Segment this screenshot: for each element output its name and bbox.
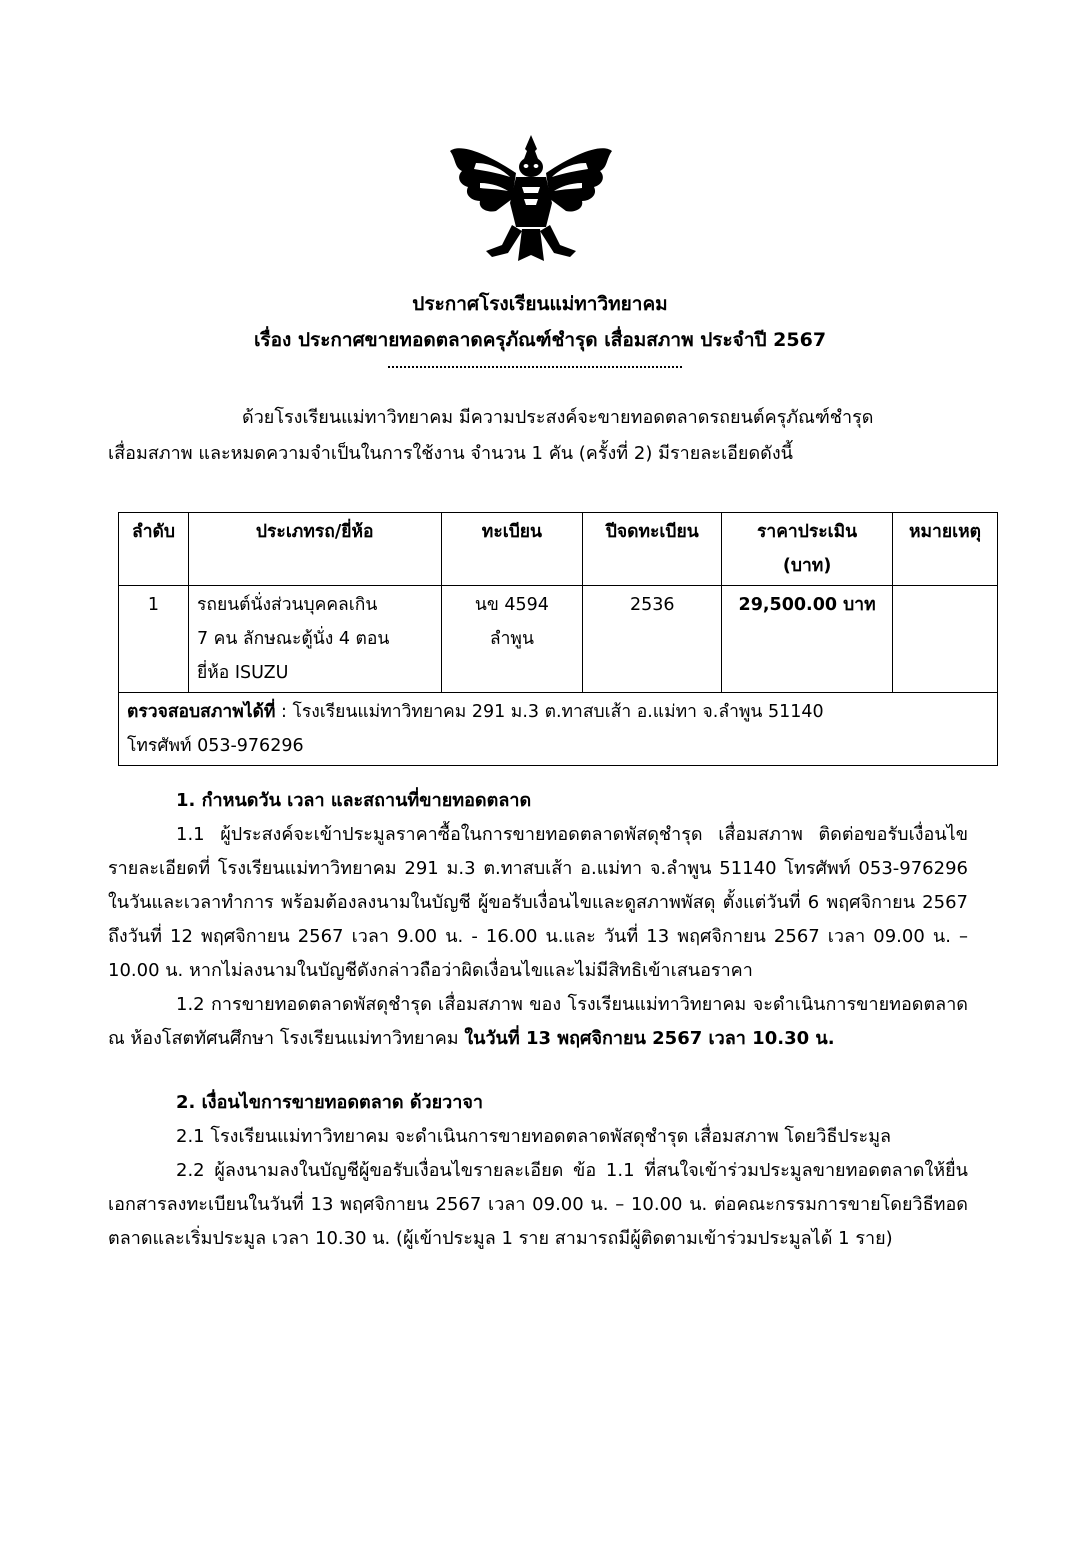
header-price bbox=[722, 513, 893, 586]
cell-year: 2536 bbox=[583, 586, 722, 693]
section-1-2-paragraph bbox=[108, 988, 968, 1056]
inspection-label: ตรวจสอบสภาพได้ที่ bbox=[127, 702, 276, 722]
table-row bbox=[119, 586, 998, 693]
table-header-row bbox=[119, 513, 998, 586]
table-footer-row bbox=[119, 693, 998, 766]
cell-type-line-2: 7 คน ลักษณะตู้นั่ง 4 ตอน bbox=[196, 629, 390, 649]
intro-line-1: ด้วยโรงเรียนแม่ทาวิทยาคม มีความประสงค์จะขายทอดตลาดรถยนต์ครุภัณฑ์ชำรุด bbox=[242, 407, 874, 428]
header-price-line-2: (บาท) bbox=[782, 556, 832, 576]
cell-price: 29,500.00 บาท bbox=[722, 586, 893, 693]
header-price-line-1: ราคาประเมิน bbox=[757, 522, 858, 542]
section-1-2-text: 1.2 การขายทอดตลาดพัสดุชำรุด เสื่อมสภาพ ของ โรงเรียนแม่ทาวิทยาคม จะดำเนินการขายทอดตลาด ณ ห้องโสตทัศนศึกษา โรงเรียนแม่ทาวิทยาคม bbox=[108, 994, 968, 1049]
section-spacer bbox=[108, 1056, 968, 1086]
dotted-divider bbox=[388, 366, 682, 368]
inspection-address-line bbox=[127, 695, 989, 729]
cell-plate-line-1: นข 4594 bbox=[474, 595, 549, 615]
cell-type-line-3: ยี่ห้อ ISUZU bbox=[196, 663, 289, 683]
announcement-title: ประกาศโรงเรียนแม่ทาวิทยาคม bbox=[412, 293, 668, 315]
section-2-2-paragraph: 2.2 ผู้ลงนามลงในบัญชีผู้ขอรับเงื่อนไขรายละเอียด ข้อ 1.1 ที่สนใจเข้าร่วมประมูลขายทอดตลาดให้ยื่นเอกสารลงทะเบียนในวันที่ 13 พฤศจิกายน 2567 เวลา 09.00 น. – 10.00 น. ต่อคณะกรรมการขายโดยวิธีทอดตลาดและเริ่มประมูล เวลา 10.30 น. (ผู้เข้าประมูล 1 ราย สามารถมีผู้ติดตามเข้าร่วมประมูลได้ 1 ราย) bbox=[108, 1160, 968, 1249]
cell-seq: 1 bbox=[119, 586, 189, 693]
header-plate: ทะเบียน bbox=[441, 513, 583, 586]
intro-line-2: เสื่อมสภาพ และหมดความจำเป็นในการใช้งาน จำนวน 1 คัน (ครั้งที่ 2) มีรายละเอียดดังนี้ bbox=[108, 443, 793, 464]
header-seq: ลำดับ bbox=[119, 513, 189, 586]
cell-plate bbox=[441, 586, 583, 693]
header-note: หมายเหตุ bbox=[893, 513, 998, 586]
announcement-subject: เรื่อง ประกาศขายทอดตลาดครุภัณฑ์ชำรุด เสื่อมสภาพ ประจำปี 2567 bbox=[253, 329, 827, 351]
cell-plate-line-2: ลำพูน bbox=[489, 629, 534, 649]
garuda-emblem-icon bbox=[446, 133, 616, 265]
inspection-phone: โทรศัพท์ 053-976296 bbox=[127, 736, 304, 756]
vehicle-table bbox=[118, 512, 998, 766]
inspection-address: : โรงเรียนแม่ทาวิทยาคม 291 ม.3 ต.ทาสบเส้า อ.แม่ทา จ.ลำพูน 51140 bbox=[275, 702, 824, 722]
section-1-1-paragraph: 1.1 ผู้ประสงค์จะเข้าประมูลราคาซื้อในการขายทอดตลาดพัสดุชำรุด เสื่อมสภาพ ติดต่อขอรับเงื่อนไขรายละเอียดที่ โรงเรียนแม่ทาวิทยาคม 291 ม.3 ต.ทาสบเส้า อ.แม่ทา จ.ลำพูน 51140 โทรศัพท์ 053-976296 ในวันและเวลาทำการ พร้อมต้องลงนามในบัญชี ผู้ขอรับเงื่อนไขและดูสภาพพัสดุ ตั้งแต่วันที่ 6 พฤศจิกายน 2567 ถึงวันที่ 12 พฤศจิกายน 2567 เวลา 9.00 น. - 16.00 น.และ วันที่ 13 พฤศจิกายน 2567 เวลา 09.00 น. – 10.00 น. หากไม่ลงนามในบัญชีดังกล่าวถือว่าผิดเงื่อนไขและไม่มีสิทธิเข้าเสนอราคา bbox=[108, 824, 968, 981]
cell-type-line-1: รถยนต์นั่งส่วนบุคคลเกิน bbox=[196, 595, 378, 615]
terms-sections bbox=[108, 784, 968, 1256]
cell-type bbox=[188, 586, 441, 693]
section-1-heading: 1. กำหนดวัน เวลา และสถานที่ขายทอดตลาด bbox=[176, 790, 532, 811]
header-type: ประเภทรถ/ยี่ห้อ bbox=[188, 513, 441, 586]
inspection-location-cell bbox=[119, 693, 998, 766]
cell-note bbox=[893, 586, 998, 693]
intro-paragraph bbox=[108, 400, 968, 472]
header-year: ปีจดทะเบียน bbox=[583, 513, 722, 586]
title-block bbox=[0, 286, 1080, 358]
section-1-2-datetime: ในวันที่ 13 พฤศจิกายน 2567 เวลา 10.30 น. bbox=[464, 1028, 835, 1049]
section-2-1-paragraph: 2.1 โรงเรียนแม่ทาวิทยาคม จะดำเนินการขายทอดตลาดพัสดุชำรุด เสื่อมสภาพ โดยวิธีประมูล bbox=[176, 1126, 892, 1147]
section-2-heading: 2. เงื่อนไขการขายทอดตลาด ด้วยวาจา bbox=[176, 1092, 484, 1113]
